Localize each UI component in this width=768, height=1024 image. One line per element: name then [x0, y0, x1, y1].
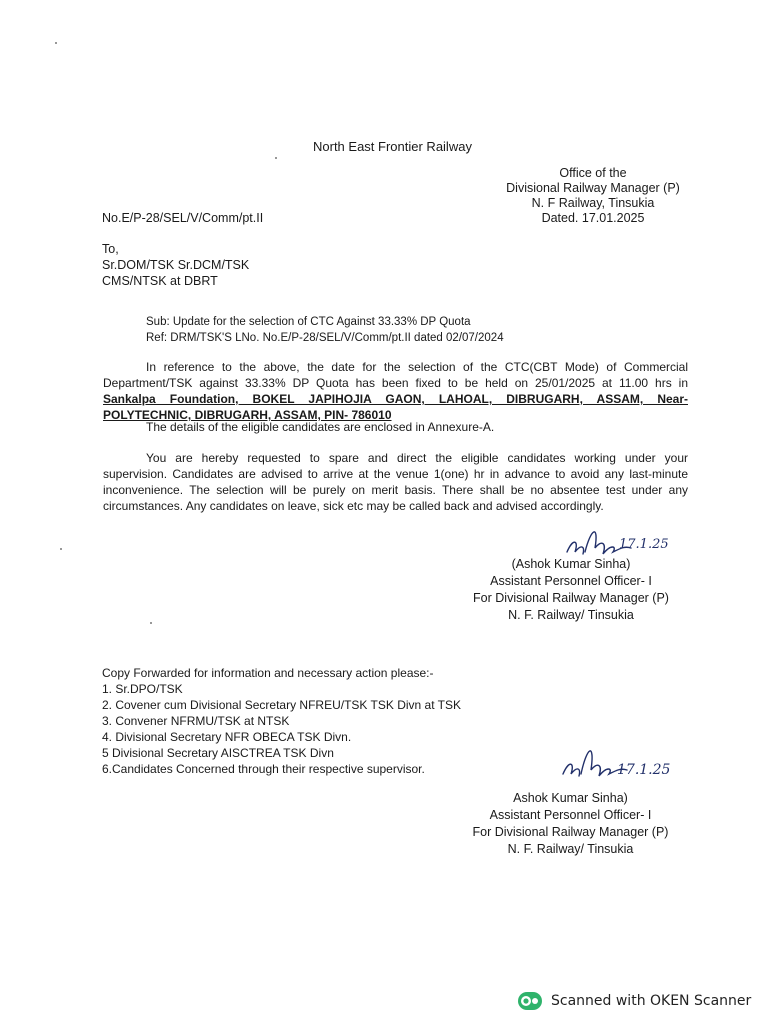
- reference-number: No.E/P-28/SEL/V/Comm/pt.II: [102, 211, 264, 225]
- signatory-office: For Divisional Railway Manager (P): [472, 825, 669, 839]
- copy-item: 6.Candidates Concerned through their respective supervisor.: [102, 762, 425, 776]
- copy-item: 5 Divisional Secretary AISCTREA TSK Divn: [102, 746, 334, 760]
- scanner-watermark: [517, 990, 751, 1012]
- signature-block: [458, 790, 683, 858]
- office-line: Divisional Railway Manager (P): [506, 181, 680, 195]
- copy-forwarded-block: [102, 665, 461, 777]
- signatory-title: Assistant Personnel Officer- I: [490, 574, 652, 588]
- annexure-note: The details of the eligible candidates are enclosed in Annexure-A.: [146, 420, 495, 434]
- signatory-name: Ashok Kumar Sinha): [513, 791, 628, 805]
- scan-speck: [60, 548, 62, 550]
- signature-date: 17.1.25: [617, 762, 671, 778]
- venue-line: Sankalpa Foundation, BOKEL JAPIHOJIA GAON, LAHOAL, DIBRUGARH, ASSAM, Near-: [103, 392, 688, 406]
- office-address: [498, 166, 688, 226]
- signature-block: [466, 556, 676, 624]
- signatory-name: (Ashok Kumar Sinha): [511, 557, 631, 571]
- paragraph-intro: [103, 359, 688, 423]
- addressee-line: Sr.DOM/TSK Sr.DCM/TSK: [102, 258, 250, 272]
- office-line: Office of the: [559, 166, 627, 180]
- copy-item: 3. Convener NFRMU/TSK at NTSK: [102, 714, 290, 728]
- paragraph-line: Department/TSK against 33.33% DP Quota has been fixed to be held on 25/01/2025 at 11.00 hrs in: [103, 376, 688, 390]
- paragraph-line: You are hereby requested to spare and direct the eligible candidates working under your: [146, 451, 688, 465]
- signatory-title: Assistant Personnel Officer- I: [489, 808, 652, 822]
- subject-line: Sub: Update for the selection of CTC Against 33.33% DP Quota: [146, 316, 471, 328]
- scan-speck: [55, 42, 57, 44]
- copy-item: 4. Divisional Secretary NFR OBECA TSK Divn.: [102, 730, 352, 744]
- oken-scanner-logo-icon: [517, 991, 543, 1011]
- addressee: [102, 241, 249, 289]
- signature-date: 17.1.25: [619, 537, 669, 552]
- signatory-office: For Divisional Railway Manager (P): [473, 591, 669, 605]
- scan-speck: [150, 622, 152, 624]
- copy-item: 1. Sr.DPO/TSK: [102, 682, 183, 696]
- signature-scribble: [555, 738, 695, 790]
- paragraph-line: supervision. Candidates are advised to arrive at the venue 1(one) hr in advance to avoid any last-minute: [103, 467, 688, 481]
- subject-block: [146, 314, 504, 346]
- venue-line: POLYTECHNIC, DIBRUGARH, ASSAM, PIN- 786010: [103, 408, 392, 422]
- scan-speck: [275, 157, 277, 159]
- paragraph-instructions: [103, 450, 688, 514]
- reference-line: Ref: DRM/TSK'S LNo. No.E/P-28/SEL/V/Comm/pt.II dated 02/07/2024: [146, 332, 504, 344]
- addressee-line: CMS/NTSK at DBRT: [102, 274, 218, 288]
- organization-title: North East Frontier Railway: [313, 139, 472, 154]
- paragraph-line: inconvenience. The selection will be purely on merit basis. There shall be no absentee test under any: [103, 483, 688, 497]
- signatory-location: N. F. Railway/ Tinsukia: [507, 842, 634, 856]
- to-label: To,: [102, 242, 119, 256]
- paragraph-line: circumstances. Any candidates on leave, sick etc may be called back and advised accordingly.: [103, 499, 604, 513]
- scanner-text: Scanned with OKEN Scanner: [551, 993, 752, 1009]
- copy-heading: Copy Forwarded for information and necessary action please:-: [102, 666, 434, 680]
- signatory-location: N. F. Railway/ Tinsukia: [508, 608, 634, 622]
- office-line: N. F Railway, Tinsukia: [531, 196, 655, 210]
- copy-item: 2. Covener cum Divisional Secretary NFREU/TSK TSK Divn at TSK: [102, 698, 462, 712]
- paragraph-line: In reference to the above, the date for the selection of the CTC(CBT Mode) of Commercial: [146, 360, 688, 374]
- office-date: Dated. 17.01.2025: [541, 211, 645, 225]
